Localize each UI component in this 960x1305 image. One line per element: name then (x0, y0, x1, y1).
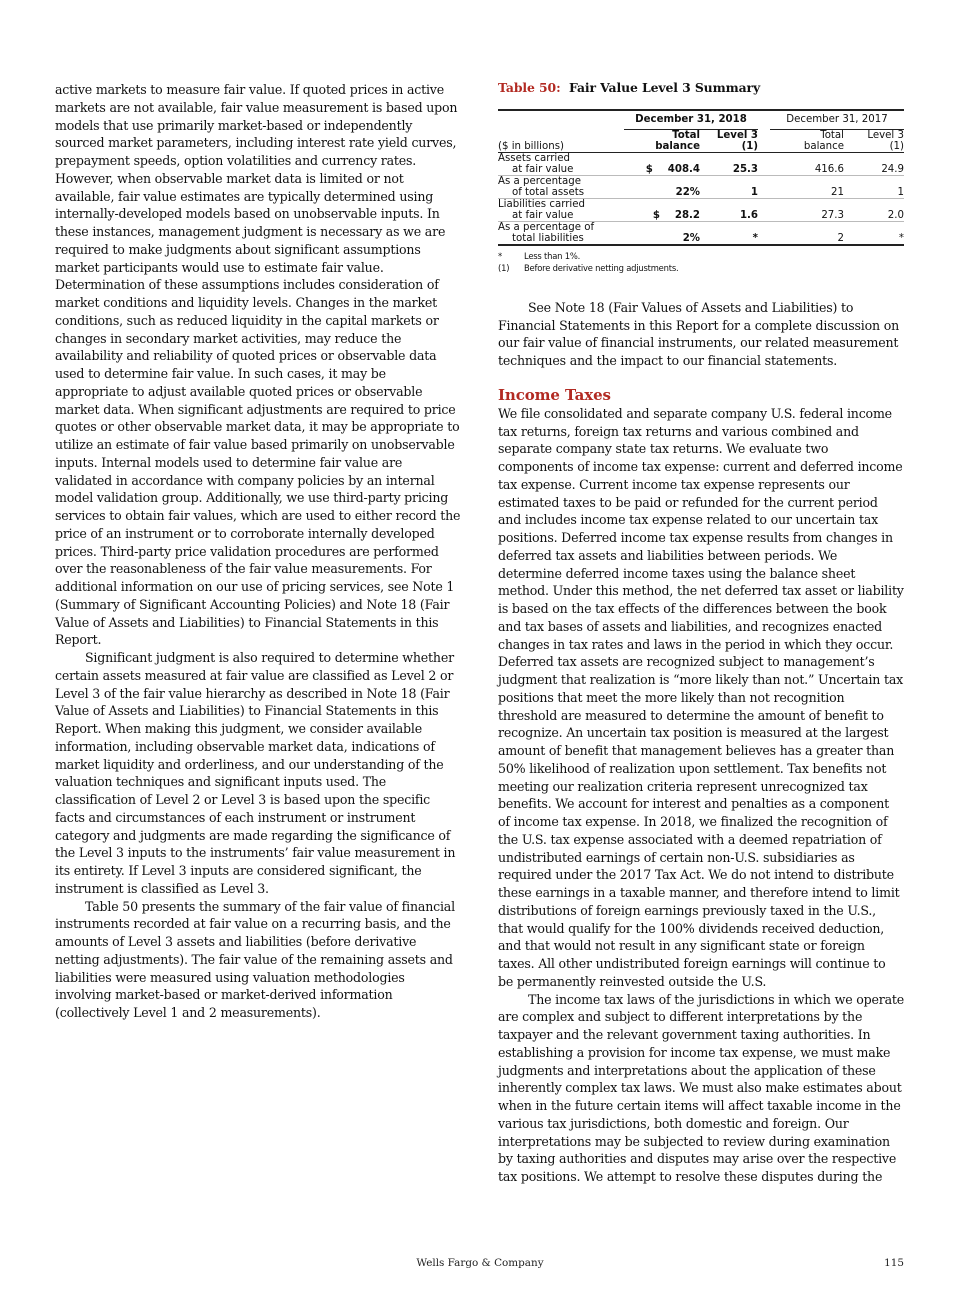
period-2018: December 31, 2018 (624, 110, 758, 129)
table-title-text: Fair Value Level 3 Summary (568, 80, 761, 95)
col-level3-2018: Level 3 (1) (700, 129, 758, 152)
period-2017: December 31, 2017 (770, 110, 904, 129)
cell-total-2017: 21 (770, 175, 844, 198)
table-title (498, 79, 904, 97)
cell-total-2017: 2 (770, 221, 844, 245)
paragraph-significant-judgment: Significant judgment is also required to determine whether certain assets measured at fair value are classified as Level 2 or Level 3 of the fair value hierarchy as described in Note 18 (Fair Value of Assets and Liabilities) to Financial Statements in this Report. When making this judgment, we consider available information, including observable market data, indications of market liquidity and orderliness, and our understanding of the valuation techniques and significant inputs used. The classification of Level 2 or Level 3 is based upon the specific facts and circumstances of each instrument or instrument category and judgments are made regarding the significance of the Level 3 inputs to the instruments’ fair value measurement in its entirety. If Level 3 inputs are considered significant, the instrument is classified as Level 3. (55, 650, 456, 896)
paragraph-see-note-18: See Note 18 (Fair Values of Assets and Liabilities) to Financial Statements in this Report for a complete discussion on our fair value of financial instruments, our related measurement techniques and the impact to our financial statements. (498, 299, 900, 368)
table-row: Liabilities carried at fair value $ 28.2 1.6 27.3 2.0 (498, 198, 904, 221)
fair-value-level3-table (498, 109, 904, 246)
cell-level3-2017: 2.0 (844, 198, 904, 221)
row-label: Assets carried at fair value (498, 152, 624, 175)
table-footnotes (498, 250, 904, 274)
row-label: As a percentage of total liabilities (498, 221, 624, 245)
section-heading-income-taxes: Income Taxes (498, 385, 611, 404)
cell-total-2018: 408.4 (667, 163, 700, 175)
cell-total-2018: 2% (682, 232, 700, 244)
cell-total-2018: 22% (675, 186, 700, 198)
cell-level3-2018: 1.6 (700, 198, 758, 221)
col-total-balance-2018: Total balance (624, 129, 700, 152)
table-row (498, 221, 904, 245)
table-row: Assets carried at fair value $ 408.4 25.3 416.6 24.9 (498, 152, 904, 175)
cell-level3-2017: 1 (844, 175, 904, 198)
row-label: As a percentage of total assets (498, 175, 624, 198)
table-number: Table 50: (498, 80, 561, 95)
units-label: ($ in billions) (498, 129, 624, 152)
cell-level3-2018: * (700, 221, 758, 245)
col-total-balance-2017: Total balance (770, 129, 844, 152)
col-level3-2017: Level 3 (1) (844, 129, 904, 152)
cell-total-2017: 416.6 (770, 152, 844, 175)
footnote-asterisk: * Less than 1%. (498, 250, 581, 261)
cell-level3-2018: 25.3 (700, 152, 758, 175)
paragraph-tax-laws: The income tax laws of the jurisdictions in which we operate are complex and subject to different interpretations by the taxpayer and the relevant government taxing authorities. In establishing a provision for income tax expense, we must make judgments and interpretations about the application of these inherently complex tax laws. We must also make estimates about when in the future certain items will affect taxable income in the various tax jurisdictions, both domestic and foreign. Our interpretations may be subjected to review during examination by taxing authorities and disputes may arise over the respective tax positions. We attempt to resolve these disputes during the (498, 991, 904, 1184)
cell-total-2017: 27.3 (770, 198, 844, 221)
footer-company: Wells Fargo & Company (416, 1257, 544, 1269)
cell-level3-2018: 1 (700, 175, 758, 198)
cell-total-2018: 28.2 (674, 209, 700, 221)
right-column (498, 79, 904, 1186)
paragraph-fair-value-models: active markets to measure fair value. If quoted prices in active markets are not available, fair value measurement is based upon models that use primarily market-based or independently sourced market parameters, including interest rate yield curves, prepayment speeds, option volatilities and currency rates. However, when observable market data is limited or not available, fair value estimates are typically determined using internally-developed models based on unobservable inputs. In these instances, management judgment is necessary as we are required to make judgments about significant assumptions market participants would use to estimate fair value. Determination of these assumptions includes consideration of market conditions and liquidity levels. Changes in the market conditions, such as reduced liquidity in the capital markets or changes in secondary market activities, may reduce the availability and reliability of quoted prices or observable data used to determine fair value. In such cases, it may be appropriate to adjust available quoted prices or observable market data. When significant adjustments are required to price quotes or other observable market data, it may be appropriate to utilize an estimate of fair value based primarily on unobservable inputs. Internal models used to determine fair value are validated in accordance with company policies by an internal model validation group. Additionally, we use third-party pricing services to obtain fair values, which are used to either record the price of an instrument or to corroborate internally developed prices. Third-party price validation procedures are performed over the reasonableness of the fair value measurements. For additional information on our use of pricing services, see Note 1 (Summary of Significant Accounting Policies) and Note 18 (Fair Value of Assets and Liabilities) to Financial Statements in this Report. (55, 82, 461, 648)
left-column (55, 81, 461, 1022)
table-column-header (498, 129, 904, 152)
page-number: 115 (884, 1257, 904, 1269)
paragraph-income-taxes: We file consolidated and separate company U.S. federal income tax returns, foreign tax returns and various combined and separate company state tax returns. We evaluate two components of income tax expense: current and deferred income tax expense. Current income tax expense represents our estimated taxes to be paid or refunded for the current period and includes income tax expense related to our uncertain tax positions. Deferred income tax expense results from changes in deferred tax assets and liabilities between periods. We determine deferred income taxes using the balance sheet method. Under this method, the net deferred tax asset or liability is based on the tax effects of the differences between the book and tax bases of assets and liabilities, and recognizes enacted changes in tax rates and laws in the period in which they occur. Deferred tax assets are recognized subject to management’s judgment that realization is “more likely than not.” Uncertain tax positions that meet the more likely than not recognition threshold are measured to determine the amount of benefit to recognize. An uncertain tax position is measured at the largest amount of benefit that management believes has a greater than 50% likelihood of realization upon settlement. Tax benefits not meeting our realization criteria represent unrecognized tax benefits. We account for interest and penalties as a component of income tax expense. In 2018, we finalized the recognition of the U.S. tax expense associated with a deemed repatriation of undistributed earnings of certain non-U.S. subsidiaries as required under the 2017 Tax Act. We do not intend to distribute these earnings in a taxable manner, and therefore intend to limit distributions of foreign earnings previously taxed in the U.S., that would qualify for the 100% dividends received deduction, and that would not result in any significant state or foreign taxes. All other undistributed foreign earnings will continue to be permanently reinvested outside the U.S. (498, 405, 904, 989)
footnote-1: (1) Before derivative netting adjustments. (498, 262, 679, 273)
paragraph-table-50-intro: Table 50 presents the summary of the fair value of financial instruments recorded at fair value on a recurring basis, and the amounts of Level 3 assets and liabilities (before derivative netting adjustments). The fair value of the remaining assets and liabilities were measured using valuation methodologies involving market-based or market-derived information (collectively Level 1 and 2 measurements). (55, 898, 455, 1020)
table-row (498, 175, 904, 198)
table-period-header (498, 110, 904, 129)
cell-level3-2017: * (844, 221, 904, 245)
cell-level3-2017: 24.9 (844, 152, 904, 175)
row-label: Liabilities carried at fair value (498, 198, 624, 221)
